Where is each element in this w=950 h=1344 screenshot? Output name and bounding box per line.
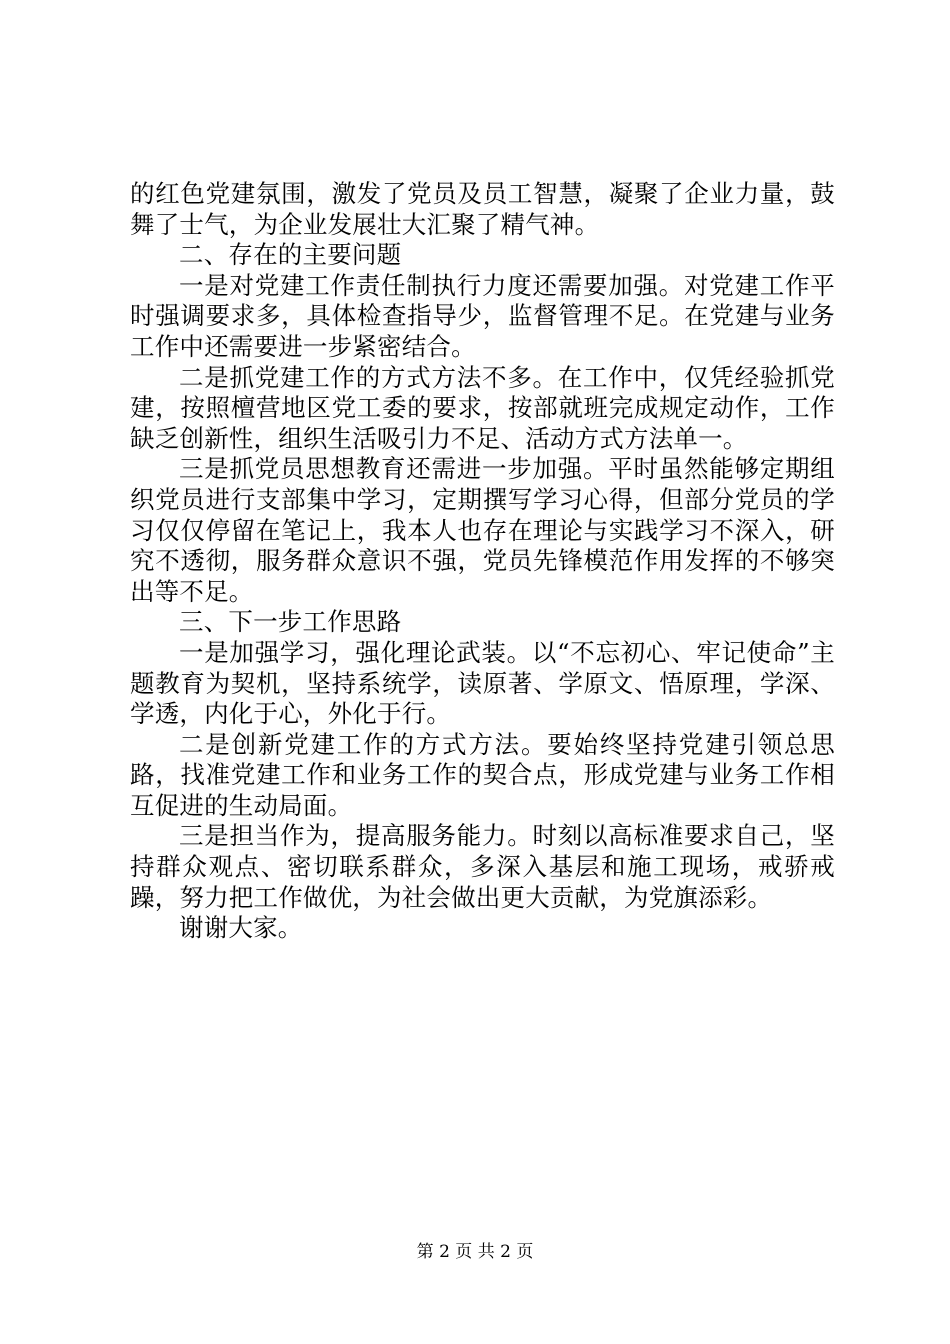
page-number-label: 第 2 页 共 2 页 [416, 1242, 534, 1262]
paragraph: 一是加强学习，强化理论武装。以“不忘初心、牢记使命”主题教育为契机，坚持系统学，读原著、学原文、悟原理，学深、学透，内化于心，外化于行。 [130, 637, 835, 729]
paragraph: 二是抓党建工作的方式方法不多。在工作中，仅凭经验抓党建，按照檀营地区党工委的要求，按部就班完成规定动作，工作缺乏创新性，组织生活吸引力不足、活动方式方法单一。 [130, 362, 835, 453]
paragraph: 二是创新党建工作的方式方法。要始终坚持党建引领总思路，找准党建工作和业务工作的契合点，形成党建与业务工作相互促进的生动局面。 [130, 729, 835, 820]
closing-line: 谢谢大家。 [179, 913, 303, 943]
paragraph: 三是抓党员思想教育还需进一步加强。平时虽然能够定期组织党员进行支部集中学习，定期撰写学习心得，但部分党员的学习仅仅停留在笔记上，我本人也存在理论与实践学习不深入，研究不透彻，服务群众意识不强，党员先锋模范作用发挥的不够突出等不足。 [130, 454, 835, 606]
document-body [130, 179, 835, 944]
page-footer [0, 1242, 950, 1262]
paragraph-continuation: 的红色党建氛围，激发了党员及员工智慧，凝聚了企业力量，鼓舞了士气，为企业发展壮大汇聚了精气神。 [130, 179, 835, 239]
paragraph: 一是对党建工作责任制执行力度还需要加强。对党建工作平时强调要求多，具体检查指导少，监督管理不足。在党建与业务工作中还需要进一步紧密结合。 [130, 270, 835, 361]
section-heading-next-steps: 三、下一步工作思路 [179, 607, 402, 637]
section-heading-problems: 二、存在的主要问题 [179, 240, 402, 270]
paragraph: 三是担当作为，提高服务能力。时刻以高标准要求自己，坚持群众观点、密切联系群众，多深入基层和施工现场，戒骄戒躁，努力把工作做优，为社会做出更大贡献，为党旗添彩。 [130, 821, 835, 912]
